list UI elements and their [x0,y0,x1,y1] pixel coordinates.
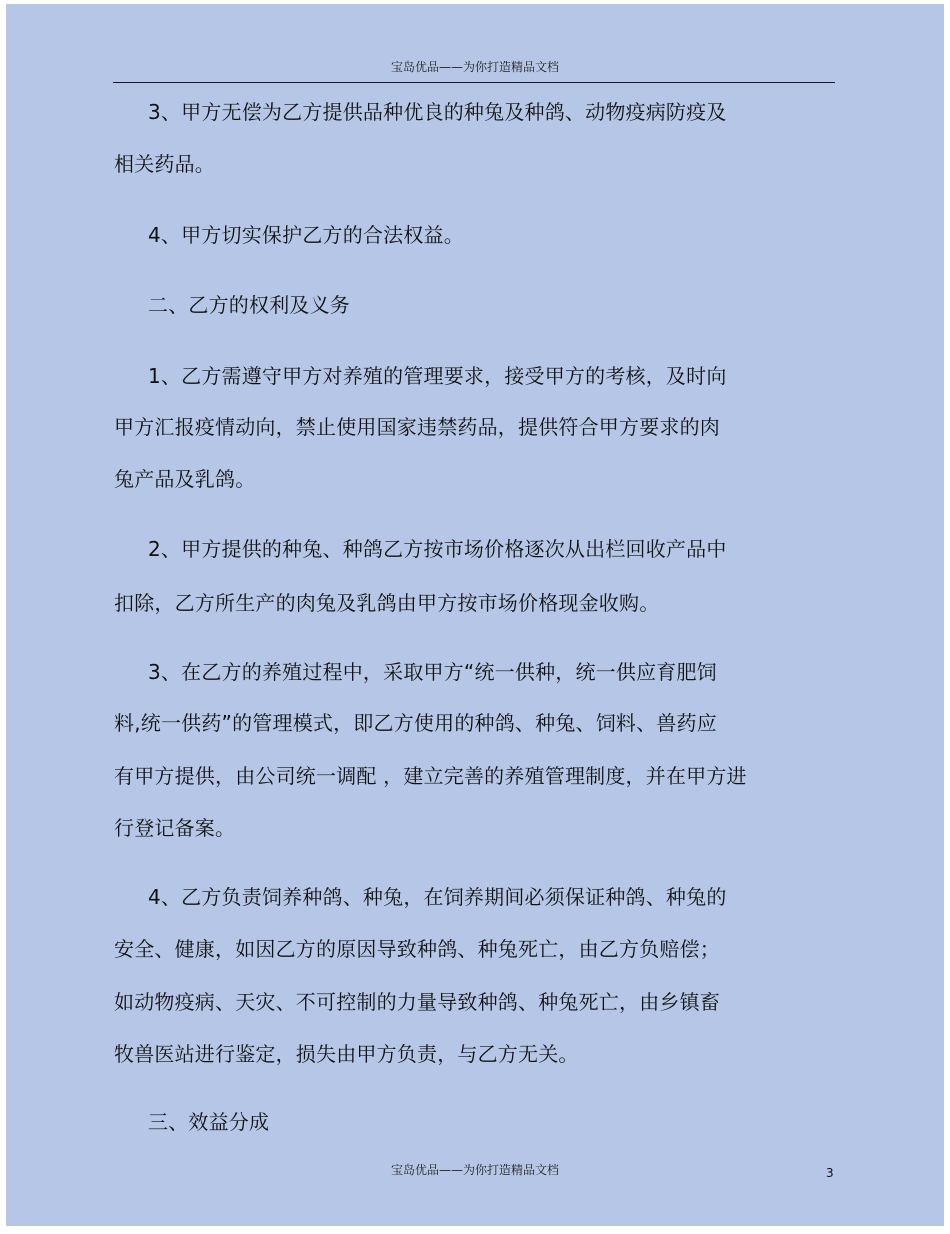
page-footer: 宝岛优品——为你打造精品文档 [390,1163,559,1177]
body-line: 3、在乙方的养殖过程中，采取甲方“统一供种，统一供应育肥饲 [148,660,717,684]
page-header: 宝岛优品——为你打造精品文档 [390,60,559,74]
header-divider [113,82,835,83]
body-line: 3、甲方无偿为乙方提供品种优良的种兔及种鸽、动物疫病防疫及 [148,100,727,124]
body-line: 兔产品及乳鸽。 [114,467,256,491]
body-line: 有甲方提供，由公司统一调配 ，建立完善的养殖管理制度，并在甲方进 [114,764,747,788]
body-line: 行登记备案。 [114,816,236,840]
body-line: 甲方汇报疫情动向，禁止使用国家违禁药品，提供符合甲方要求的肉 [114,415,720,439]
body-line: 4、甲方切实保护乙方的合法权益。 [148,223,464,247]
body-line: 4、乙方负责饲养种鸽、种兔，在饲养期间必须保证种鸽、种兔的 [148,885,727,909]
body-line: 2、甲方提供的种兔、种鸽乙方按市场价格逐次从出栏回收产品中 [148,537,727,561]
document-page [6,4,944,1226]
body-line: 料,统一供药”的管理模式，即乙方使用的种鸽、种兔、饲料、兽药应 [114,711,717,735]
body-line: 相关药品。 [114,152,215,176]
page-number: 3 [826,1166,834,1180]
body-line: 牧兽医站进行鉴定，损失由甲方负责，与乙方无关。 [114,1042,579,1066]
section-heading: 二、乙方的权利及义务 [148,293,350,317]
body-line: 安全、健康，如因乙方的原因导致种鸽、种兔死亡，由乙方负赔偿； [114,937,720,961]
section-heading: 三、效益分成 [148,1110,270,1134]
body-line: 扣除，乙方所生产的肉兔及乳鸽由甲方按市场价格现金收购。 [114,591,660,615]
body-line: 如动物疫病、天灾、不可控制的力量导致种鸽、种兔死亡，由乡镇畜 [114,990,720,1014]
body-line: 1、乙方需遵守甲方对养殖的管理要求，接受甲方的考核，及时向 [148,364,727,388]
